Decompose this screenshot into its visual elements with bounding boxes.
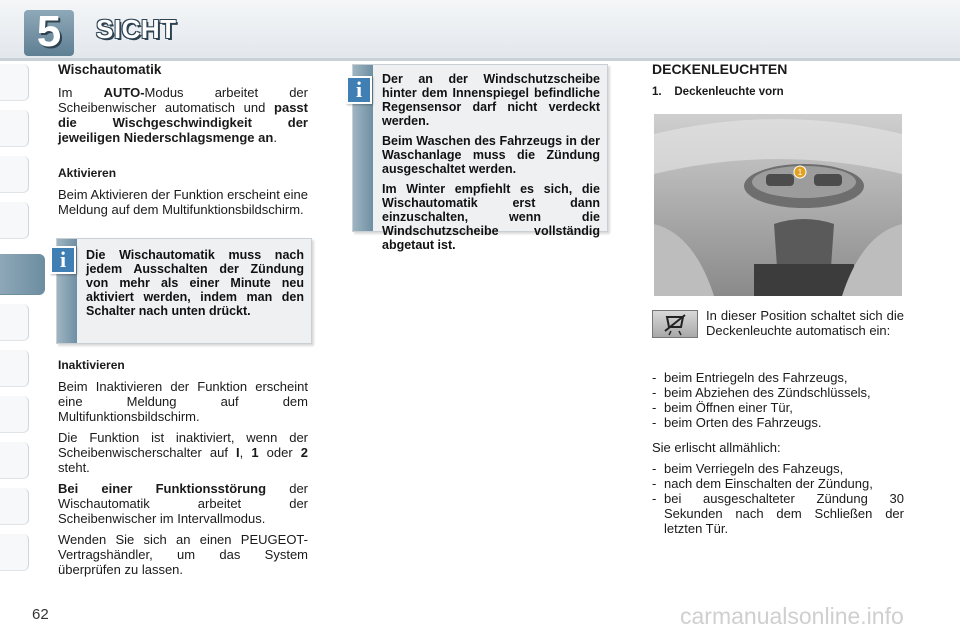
right-column-lists	[652, 370, 904, 544]
side-tab-4[interactable]	[0, 202, 29, 239]
activate-text: Beim Aktivieren der Funktion erscheint eine Meldung auf dem Multifunktionsbildschirm.	[58, 187, 309, 217]
ceiling-light-icon	[653, 311, 697, 337]
side-tab-9[interactable]	[0, 442, 29, 479]
watermark: carmanualsonline.info	[680, 603, 904, 629]
fault-text: Bei einer Funktionsstörung der Wischautomatik arbeitet der Scheibenwischer im Intervallmodus.	[58, 481, 309, 526]
side-tab-3[interactable]	[0, 156, 29, 193]
list-item: - beim Öffnen einer Tür,	[652, 400, 904, 415]
ceiling-light-photo	[654, 114, 902, 296]
section-heading-wischautomatik: Wischautomatik	[58, 62, 162, 77]
page-number: 62	[32, 606, 49, 623]
info-icon: i	[346, 76, 372, 104]
info-rain-sensor-3: Im Winter empfiehlt es sich, die Wischautomatik erst dann einzuschalten, wenn die Windschutzscheibe vollständig abgetaut ist.	[382, 182, 600, 252]
side-tab-1[interactable]	[0, 64, 29, 101]
info-rain-sensor-1: Der an der Windschutzscheibe hinter dem Innenspiegel befindliche Regensensor darf nicht verdeckt werden.	[382, 72, 600, 128]
photo-callout-1: 1	[797, 168, 803, 177]
right-column-heading	[652, 62, 906, 106]
side-tab-11[interactable]	[0, 534, 29, 571]
side-tab-8[interactable]	[0, 396, 29, 433]
list-item: - bei ausgeschalteter Zündung 30 Sekunden nach dem Schließen der letzten Tür.	[652, 491, 904, 536]
side-tab-7[interactable]	[0, 350, 29, 387]
ceiling-light-auto-position-icon	[652, 310, 698, 338]
list-item: - beim Verriegeln des Fahzeugs,	[652, 461, 904, 476]
activate-block	[58, 166, 308, 223]
deactivate-text: Beim Inaktivieren der Funktion erscheint eine Meldung auf dem Multifunktionsbildschirm.	[58, 379, 308, 424]
off-list	[652, 461, 904, 536]
ceiling-light-illustration	[654, 114, 902, 296]
side-tab-10[interactable]	[0, 488, 29, 525]
position-text: In dieser Position schaltet sich die Deckenleuchte automatisch ein:	[706, 308, 904, 338]
info-rain-sensor-2: Beim Waschen des Fahrzeugs in der Waschanlage muss die Zündung ausgeschaltet werden.	[382, 134, 600, 176]
subheading-aktivieren: Aktivieren	[58, 166, 117, 180]
list-item: - beim Entriegeln des Fahrzeugs,	[652, 370, 904, 385]
list-item: - beim Abziehen des Zündschlüssels,	[652, 385, 904, 400]
header-divider	[0, 58, 960, 61]
left-column	[58, 62, 308, 151]
side-tab-6[interactable]	[0, 304, 29, 341]
section-heading-deckenleuchten: DECKENLEUCHTEN	[652, 61, 788, 77]
inactive-text: Die Funktion ist inaktiviert, wenn der Scheibenwischerschalter auf I, 1 oder 2 steht.	[58, 430, 309, 475]
position-text-block	[706, 308, 904, 344]
chapter-side-tabs	[0, 64, 36, 584]
deactivate-block	[58, 358, 308, 583]
subheading-deckenleuchte-vorn: 1. Deckenleuchte vorn	[652, 86, 784, 98]
dealer-text: Wenden Sie sich an einen PEUGEOT-Vertragshändler, um das System überprüfen zu lassen.	[58, 532, 308, 577]
info-text-reactivate: Die Wischautomatik muss nach jedem Ausschalten der Zündung von mehr als einer Minute neu aktiviert werden, indem man den Schalter nach unten drückt.	[86, 248, 304, 318]
subheading-inaktivieren: Inaktivieren	[58, 358, 125, 372]
chapter-title: SICHT	[96, 14, 177, 44]
list-item: - beim Orten des Fahrzeugs.	[652, 415, 904, 430]
chapter-number: 5	[36, 7, 62, 56]
side-tab-2[interactable]	[0, 110, 29, 147]
side-tab-5-active[interactable]	[0, 254, 45, 295]
info-text-rain-sensor	[382, 72, 600, 258]
off-intro: Sie erlischt allmählich:	[652, 440, 781, 455]
info-icon: i	[50, 246, 76, 274]
on-list	[652, 370, 904, 430]
list-item: - nach dem Einschalten der Zündung,	[652, 476, 904, 491]
intro-paragraph: Im AUTO-Modus arbeitet der Scheibenwischer automatisch und passt die Wischgeschwindigkeit der jeweiligen Niederschlagsmenge an.	[58, 85, 308, 145]
